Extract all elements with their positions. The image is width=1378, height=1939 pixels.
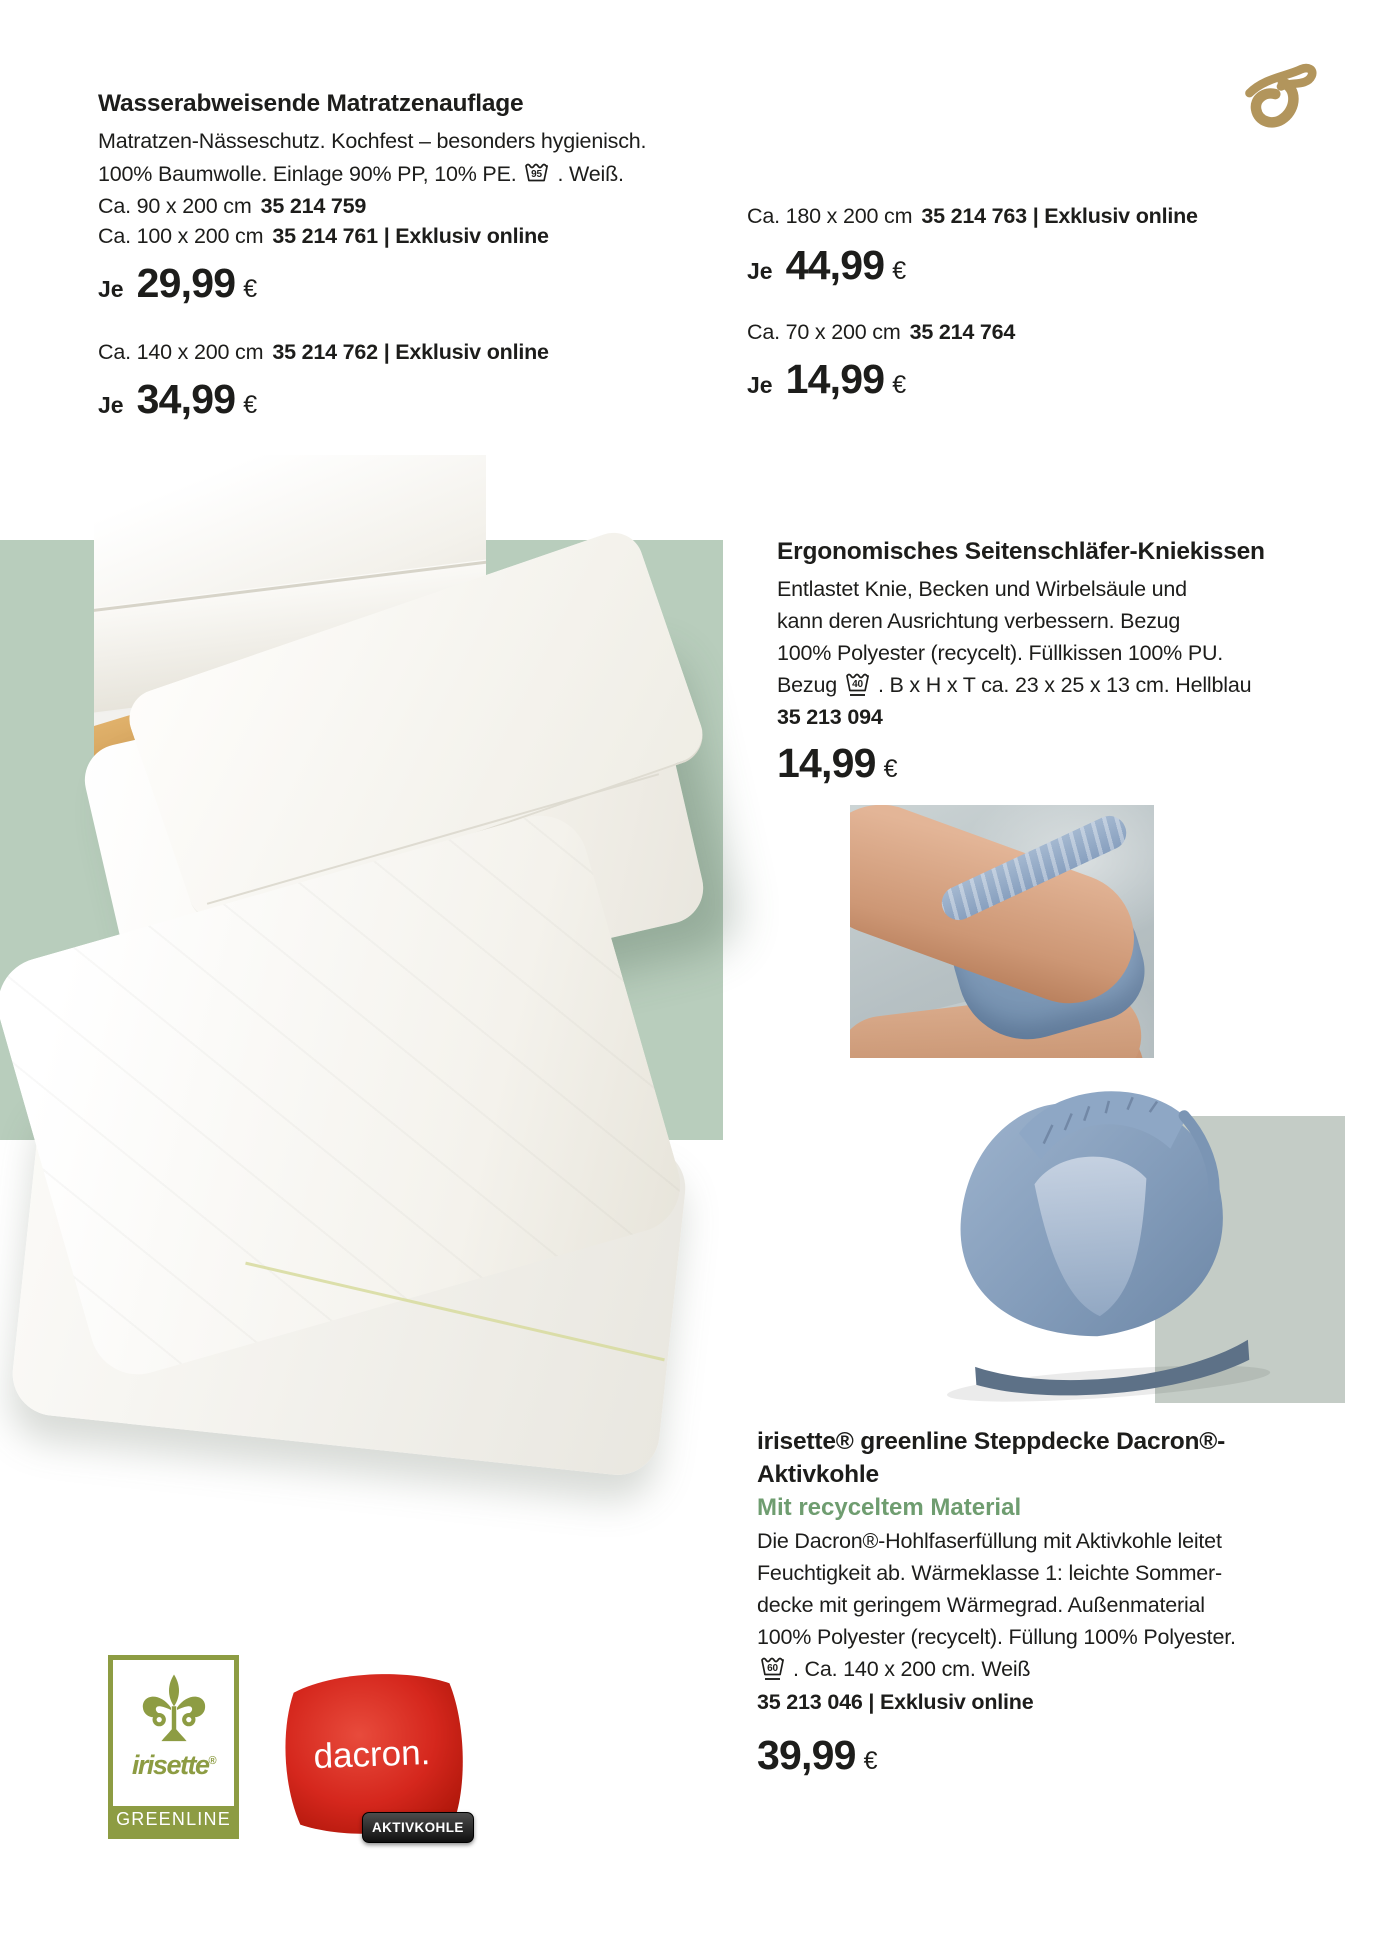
product3-line2: Feuchtigkeit ab. Wärmeklasse 1: leichte Sommer- [757, 1561, 1222, 1585]
product3-line3: decke mit geringem Wärmegrad. Außenmaterial [757, 1593, 1205, 1617]
product1-price-1499: Je 14,99 € [747, 356, 907, 402]
product3-price: 39,99 € [757, 1732, 878, 1778]
tchibo-logo-icon [1238, 52, 1324, 140]
product3-line5: 60 . Ca. 140 x 200 cm. Weiß [757, 1655, 1030, 1683]
product1-price-2999: Je 29,99 € [98, 260, 258, 306]
product3-title-line2: Aktivkohle [757, 1461, 879, 1488]
irisette-wordmark: irisette® [131, 1750, 216, 1780]
product1-price-3499: Je 34,99 € [98, 376, 258, 422]
duvet-green-piping-line [245, 1262, 665, 1362]
product2-code: 35 213 094 [777, 705, 883, 729]
product2-line4: Bezug 40 . B x H x T ca. 23 x 25 x 13 cm. Hellblau [777, 671, 1251, 699]
product2-line3: 100% Polyester (recycelt). Füllkissen 100% PU. [777, 641, 1224, 665]
product1-variant-140: Ca. 140 x 200 cm 35 214 762 | Exklusiv online [98, 340, 549, 364]
greenline-band: GREENLINE [113, 1806, 234, 1834]
product1-title: Wasserabweisende Matratzenauflage [98, 90, 524, 117]
product1-variant-180: Ca. 180 x 200 cm 35 214 763 | Exklusiv online [747, 204, 1198, 228]
product2-line2: kann deren Ausrichtung verbessern. Bezug [777, 609, 1181, 633]
svg-text:dacron.: dacron. [312, 1733, 431, 1777]
product2-title: Ergonomisches Seitenschläfer-Kniekissen [777, 538, 1265, 565]
aktivkohle-badge: AKTIVKOHLE [362, 1812, 474, 1843]
wash-40-icon [842, 671, 873, 699]
product1-variant-90: Ca. 90 x 200 cm 35 214 759 [98, 194, 367, 218]
product3-highlight: Mit recyceltem Material [757, 1494, 1022, 1521]
product1-desc-line1: Matratzen-Nässeschutz. Kochfest – besonders hygienisch. [98, 129, 647, 153]
product3-code: 35 213 046 | Exklusiv online [757, 1690, 1034, 1714]
product2-price: 14,99 € [777, 740, 898, 786]
svg-text:60: 60 [767, 1663, 778, 1674]
product3-title-line1: irisette® greenline Steppdecke Dacron®- [757, 1428, 1226, 1455]
wash-95-icon [521, 160, 552, 188]
knee-pillow-product-icon [877, 1048, 1320, 1416]
duvet-lower-layer-shape [9, 1083, 690, 1479]
irisette-tree-icon [137, 1669, 211, 1751]
product1-price-4499: Je 44,99 € [747, 242, 907, 288]
knee-pillow-product-photo [800, 1058, 1345, 1403]
svg-text:95: 95 [531, 169, 543, 180]
product3-line1: Die Dacron®-Hohlfaserfüllung mit Aktivkohle leitet [757, 1529, 1222, 1553]
wash-60-icon [757, 1655, 788, 1683]
svg-text:40: 40 [852, 679, 863, 690]
product1-desc-line2: 100% Baumwolle. Einlage 90% PP, 10% PE. 95 . Weiß. [98, 160, 624, 188]
product3-line4: 100% Polyester (recycelt). Füllung 100% Polyester. [757, 1625, 1236, 1649]
mattress-cover-bed-photo [94, 455, 486, 805]
dacron-logo [268, 1660, 478, 1856]
product1-variant-70: Ca. 70 x 200 cm 35 214 764 [747, 320, 1016, 344]
product2-line1: Entlastet Knie, Becken und Wirbelsäule und [777, 577, 1187, 601]
irisette-greenline-logo [108, 1655, 239, 1839]
product1-variant-100: Ca. 100 x 200 cm 35 214 761 | Exklusiv online [98, 224, 549, 248]
